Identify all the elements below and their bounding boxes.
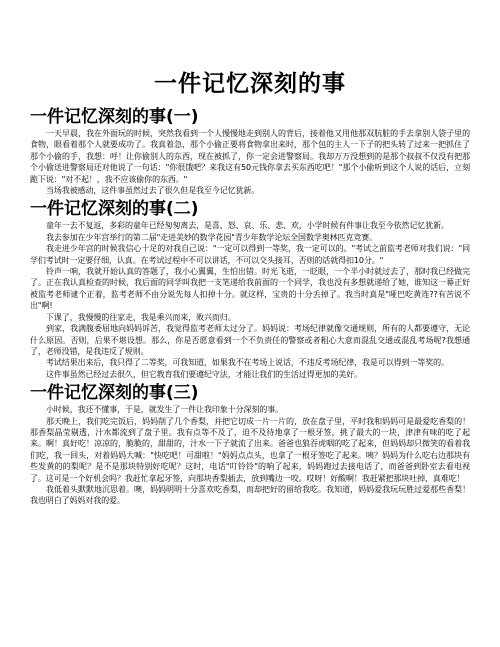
section-3-heading: 一件记忆深刻的事(三) xyxy=(30,383,199,404)
section-2-paragraph: 下课了，我慢慢的往家走，我是乘兴而来，败兴而归。 xyxy=(46,312,236,322)
section-2-paragraph: 我走进少年宫的时候我信心十足的对我自己说："一定可以得到一等奖，我一定可以的。"考试之前监考老师对我们说："同学们考试时一定要仔细，认真。在考试过程中不可以讲话，不可以交头接耳，否则的话就得扣10分。" xyxy=(30,244,470,265)
section-2-paragraph: 铃声一响，我就开始认真的答题了，我小心翼翼，生怕出错。时光飞逝，一眨眼，一个半小时就过去了，那时我已经做完了。正在我认真检查的时候，我后面的同学叫我把一支笔递给我前面的一个同学，我也没有多想就递给了她，谁知这一幕正好被监考老师逮个正着，监考老师不由分说先每人扣掉十分。就这样，宝贵的十分丢掉了。我当时真是"哑巴吃黄连??有苦说不出"啊! xyxy=(30,267,470,311)
section-2-paragraph: 这件事虽然已经过去很久，但它教育我们要遵纪守法，才能让我们的生活过得更加的美好。 xyxy=(46,369,362,379)
section-2 xyxy=(30,198,470,380)
section-1-paragraph: 一天早晨，我在外面玩的时候，突然我看到一个人慢慢地走到别人的背后，接着他又用他那双肮脏的手去拿别人袋子里的食物，眼看着那个人就要成功了。我真着急，那个小偷正要将食物拿出来时，那个包的主人一下子的把头转了过来一把抓住了那个小偷的手，我想：呼！让你偷别人的东西，现在被抓了，你一定会进警察局。我却万万没想到的是那个叔叔不仅没有把那个小偷送进警察局还对他说了一句话："你很饿吧？来我这有50元钱你拿去买东西吃吧！"那个小偷听到这个人说的话后，立刻跪下说："对不起！，我不应该偷你的东西。" xyxy=(30,129,470,184)
section-2-paragraph: 童年一去不复返，多彩的童年已经匆匆离去，是喜、怒、哀、乐、悲、欢，小学时候有件事让我至今依然记忆犹新。 xyxy=(46,221,449,231)
section-2-paragraph: 考试结果出来后，我只得了二等奖，可我知道，如果我不在考场上说话，不违反考场纪律，我是可以得到一等奖的。 xyxy=(46,358,449,368)
section-1-paragraph: 当场我被感动，这件事虽然过去了很久但是我至今记忆犹新。 xyxy=(46,186,260,196)
section-2-heading: 一件记忆深刻的事(二) xyxy=(30,199,199,220)
document-title: 一件记忆深刻的事 xyxy=(154,71,346,97)
section-2-paragraph: 到家，我满腹委屈地向妈妈诉苦，我觉得监考老师太过分了。妈妈说：考场纪律就像交通规则，所有的人都要遵守，无论什么原因。否则，后果不堪设想。那么，你是否愿意看到一个不负责任的警察或者粗心大意而混乱交通或混乱考场呢?我想通了，老师没错，是我违反了规则。 xyxy=(30,324,470,356)
section-1-heading: 一件记忆深刻的事(一) xyxy=(30,107,199,127)
section-3-paragraph: 小时候，我还不懂事，于是，就发生了一件让我印象十分深刻的事。 xyxy=(46,405,283,415)
section-3-paragraph: 我低着头默默地沉思着。噢，妈妈明明十分喜欢吃香梨，而却把好的留给我吃。我知道，妈妈爱我玩玩胜过爱那些香梨！我也明白了妈妈对我的爱。 xyxy=(30,484,470,506)
section-3-paragraph: 那天晚上，我们吃完饭后，妈妈削了几个香梨，并把它切成一片一片的，放在盘子里，平时我和妈妈可是最爱吃香梨的！那香梨晶莹剔透，汁水都流到了盘子里。我有点等不及了，迫不及待地拿了一根牙签，挑了最大的一块，津津有味的吃了起来。啊！真好吃！凉凉的，脆脆的，甜甜的，汁水一下子就流了出来。爸爸也狼吞虎咽的吃了起来，但妈妈却只微笑的看着我们吃，我一回头，对着妈妈大喊："快吃吧！可甜啦！"妈妈点点头，也拿了一根牙签吃了起来。咦？妈妈为什么吃右边那块有些发黄的的梨呢？是不是那块特别好吃呢？这时，电话"叮铃铃"的响了起来，妈妈跑过去接电话了，而爸爸到卧室去看电视了。这可是一个好机会吗？我赶忙拿起牙签，向那块香梨插去，放到嘴边一咬。哎呀！好酸啊！我赶紧把那块吐掉，真难吃！ xyxy=(30,416,470,483)
section-2-paragraph: 我去参加在少年宫举行的第二届"走进美妙的数学花园"青少年数学论坛全国数学奥林匹克竞赛。 xyxy=(46,232,378,242)
section-3 xyxy=(30,382,470,507)
section-1 xyxy=(30,106,470,196)
